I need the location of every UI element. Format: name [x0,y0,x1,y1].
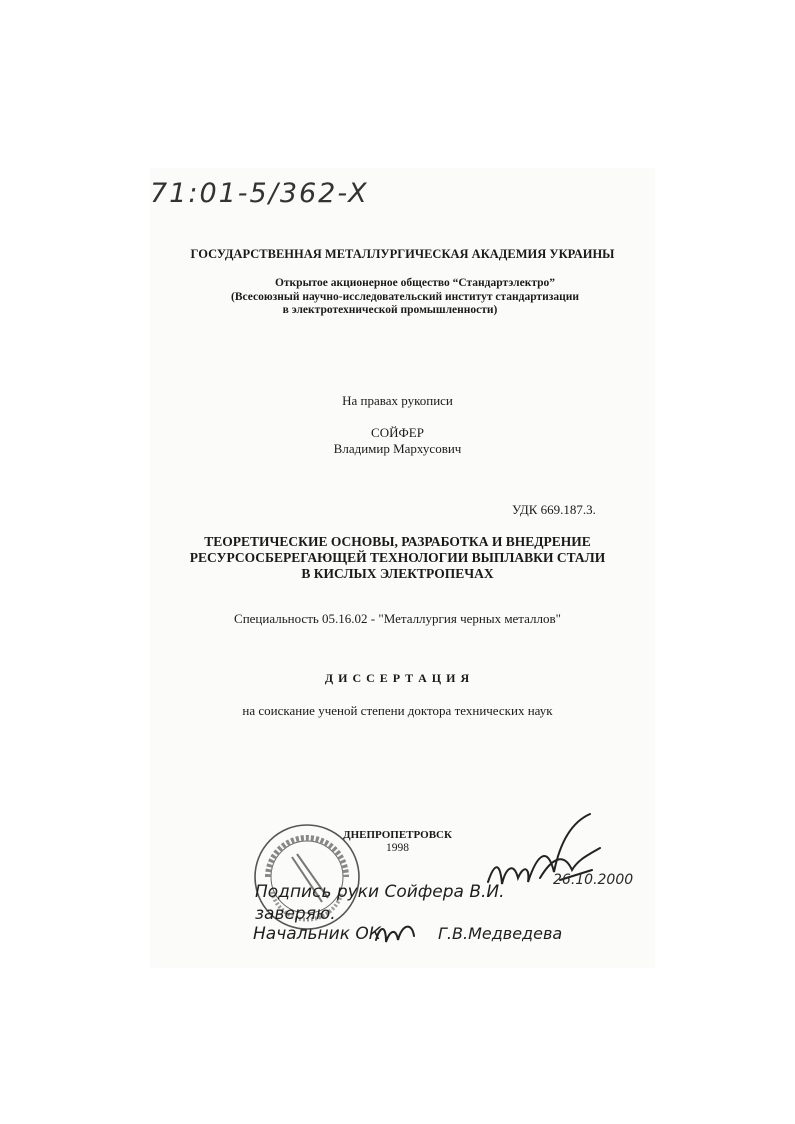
specialty: Специальность 05.16.02 - "Металлургия черных металлов" [234,611,561,626]
title-line-1: ТЕОРЕТИЧЕСКИЕ ОСНОВЫ, РАЗРАБОТКА И ВНЕДРЕНИЕ [204,534,591,549]
academy-name: ГОСУДАРСТВЕННАЯ МЕТАЛЛУРГИЧЕСКАЯ АКАДЕМИЯ УКРАИНЫ [190,247,615,261]
udk-code: УДК 669.187.3. [512,502,596,517]
author-surname: СОЙФЕР [371,425,424,440]
signature-date: 26.10.2000 [553,872,634,888]
institute-line-2: в электротехнической промышленности) [282,304,498,316]
institute-line-1: (Всесоюзный научно-исследовательский институт стандартизации [231,291,579,303]
certification-line-1: Подпись руки Сойфера В.И. [255,882,505,902]
year: 1998 [386,842,409,854]
company-name: Открытое акционерное общество “Стандартэлектро” [274,277,556,289]
manuscript-rights: На правах рукописи [342,393,453,408]
certification-line-2: заверяю. [255,904,336,924]
document-type: Д И С С Е Р Т А Ц И Я [324,671,471,685]
city: ДНЕПРОПЕТРОВСК [343,829,452,841]
title-line-3: В КИСЛЫХ ЭЛЕКТРОПЕЧАХ [301,566,494,581]
degree: на соискание ученой степени доктора технических наук [242,703,553,718]
certification-line-3: Начальник ОК [253,924,381,944]
certifier-signature [372,918,418,950]
title-line-2: РЕСУРСОСБЕРЕГАЮЩЕЙ ТЕХНОЛОГИИ ВЫПЛАВКИ СТАЛИ [189,550,606,565]
certifier-name: Г.В.Медведева [438,924,563,943]
archive-code: 71:01-5/362-X [150,178,369,209]
author-name: Владимир Мархусович [333,441,462,456]
